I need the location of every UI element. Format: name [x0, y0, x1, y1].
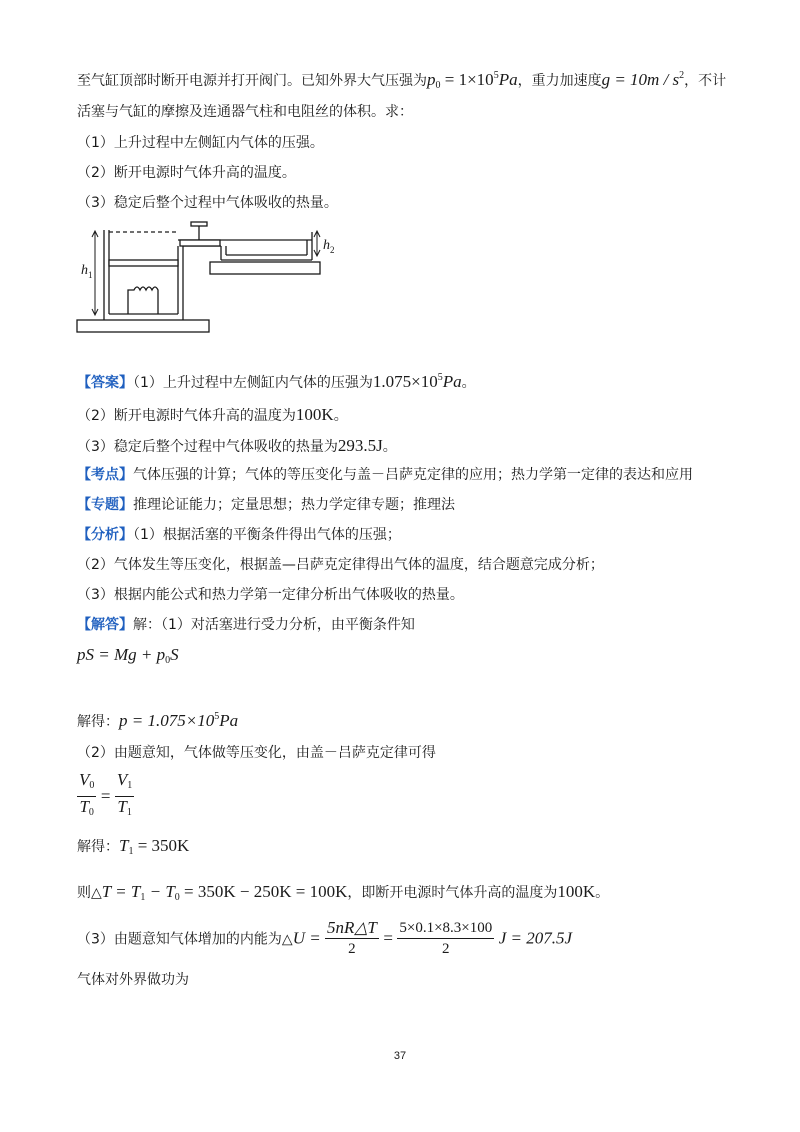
- internal-energy-line: （3）由题意知气体增加的内能为△U = $\frac{5nR\triangle T}{2}$ = $\frac{5\times 0.1\times 8.3\times 100}{2}$ J = 207.5J: [77, 918, 573, 957]
- question-3: （3）稳定后整个过程中气体吸收的热量。: [77, 195, 338, 211]
- zhuanti-tag: 【专题】: [77, 497, 133, 513]
- fenxi-line-1: 【分析】（1）根据活塞的平衡条件得出气体的压强；: [77, 527, 401, 543]
- zhuanti-line: 【专题】推理论证能力；定量思想；热力学定律专题；推理法: [77, 497, 455, 513]
- fenxi-line-3: （3）根据内能公式和热力学第一定律分析出气体吸收的热量。: [77, 587, 464, 603]
- equation-balance: pS = $Mg + p_0S$: [77, 645, 179, 666]
- answer-line-3: （3）稳定后整个过程中气体吸收的热量为293.5J。: [77, 436, 397, 455]
- result-pressure: 解得：$p = 1.075\times 10^5Pa$: [77, 711, 239, 730]
- h1-label: h: [81, 263, 88, 278]
- cylinder-apparatus-figure: [76, 218, 346, 336]
- right-platform: [210, 262, 320, 274]
- intro-line-2: 活塞与气缸的摩擦及连通器气柱和电阻丝的体积。求：: [77, 104, 413, 120]
- jieda-tag: 【解答】: [77, 617, 133, 633]
- base-plate: [77, 320, 209, 332]
- page-number: 37: [393, 1050, 407, 1062]
- result-temperature: 解得：$T_1 = 350K$: [77, 836, 190, 857]
- h2-sub: 2: [330, 245, 335, 255]
- h1-sub: 1: [88, 270, 93, 280]
- jieda-line-1: 【解答】解：（1）对活塞进行受力分析，由平衡条件知: [77, 617, 415, 633]
- jieda-step-2: （2）由题意知，气体做等压变化，由盖－吕萨克定律可得: [77, 745, 436, 761]
- question-2: （2）断开电源时气体升高的温度。: [77, 165, 296, 181]
- kaodian-tag: 【考点】: [77, 467, 133, 483]
- answer-tag: 【答案】: [77, 375, 133, 391]
- answer-line-1: 【答案】（1）上升过程中左侧缸内气体的压强为$1.075\times 10^5Pa$。: [77, 372, 476, 391]
- work-line: 气体对外界做功为: [77, 972, 189, 988]
- question-1: （1）上升过程中左侧缸内气体的压强。: [77, 135, 324, 151]
- fenxi-tag: 【分析】: [77, 527, 133, 543]
- h2-label: h: [323, 238, 330, 253]
- kaodian-line: 【考点】气体压强的计算；气体的等压变化与盖－吕萨克定律的应用；热力学第一定律的表达和应用: [77, 467, 693, 483]
- intro-line-1: 至气缸顶部时断开电源并打开阀门。已知外界大气压强为$p_0 = 1\times 10^5Pa$，重力加速度$g = 10m / s^2$，不计: [77, 70, 727, 91]
- piston: [109, 260, 178, 266]
- valve-handle: [191, 222, 207, 226]
- heater-wire: [128, 287, 158, 314]
- equation-gay-lussac: $\frac{V_0}{T_0}$ = $\frac{V_1}{T_1}$: [79, 770, 133, 818]
- answer-line-2: （2）断开电源时气体升高的温度为100K。: [77, 405, 348, 424]
- delta-temperature-line: 则△T = $T_1 - T_0 = 350K - 250K = 100K$，即断开电源时气体升高的温度为100K。: [77, 882, 610, 903]
- fenxi-line-2: （2）气体发生等压变化，根据盖—吕萨克定律得出气体的温度，结合题意完成分析；: [77, 557, 604, 573]
